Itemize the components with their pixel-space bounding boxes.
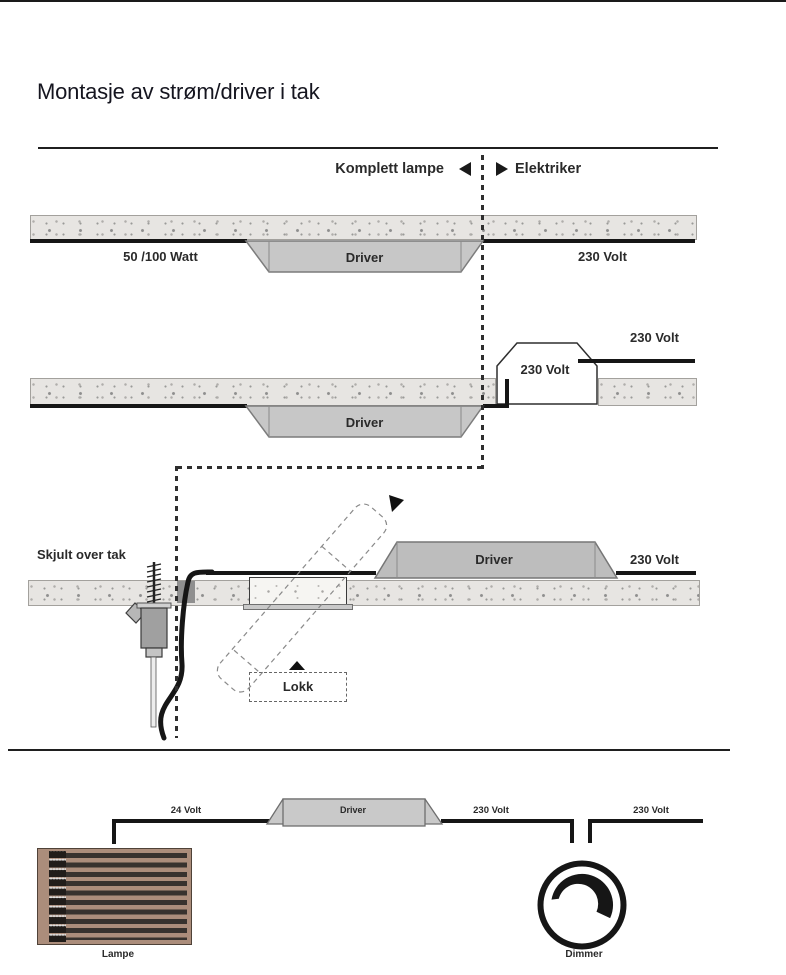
section-divider-rule <box>8 749 730 751</box>
wire-24v <box>112 819 270 823</box>
volt-line-label: 230 Volt <box>630 330 679 345</box>
suspension-screw-icon <box>120 556 190 732</box>
cable-230v <box>483 239 695 243</box>
driver-label: Driver <box>475 552 513 567</box>
driver-label: Driver <box>345 250 384 265</box>
cable-24v <box>30 404 247 408</box>
ceiling-slab <box>30 215 697 240</box>
cable-230v <box>616 571 696 575</box>
wire-24v-drop <box>112 819 116 844</box>
volt-label: 230 Volt <box>578 249 627 264</box>
ceiling-slab <box>598 378 697 406</box>
led-lamp-panel <box>37 848 192 945</box>
dimmer-label: Dimmer <box>565 949 603 960</box>
cable-24v <box>30 239 247 243</box>
wire-230v-drop <box>570 820 574 843</box>
wire-dimmer-drop <box>588 820 592 843</box>
guide-dashed-line <box>177 466 484 469</box>
volt-label: 230 Volt <box>630 552 679 567</box>
arrow-right-icon <box>496 162 508 176</box>
lid-label: Lokk <box>282 679 314 694</box>
driver-label: Driver <box>339 805 366 815</box>
legend-complete-lamp: Komplett lampe <box>335 161 444 177</box>
junction-box-label: 230 Volt <box>520 362 570 377</box>
driver-label: Driver <box>345 415 384 430</box>
watt-label: 50 /100 Watt <box>123 249 198 264</box>
wire-230v <box>441 819 574 823</box>
cable-230v <box>578 359 695 363</box>
wire-dimmer <box>588 819 703 823</box>
dimmer-knob-icon <box>533 856 633 956</box>
volt24-label: 24 Volt <box>170 805 202 816</box>
led-strips <box>49 853 187 940</box>
ceiling-slab <box>30 378 496 406</box>
volt230-right-label: 230 Volt <box>633 805 669 816</box>
top-rule <box>38 147 718 149</box>
top-border-bar <box>0 0 786 2</box>
divider-dashed-line <box>481 155 484 469</box>
volt230-left-label: 230 Volt <box>473 805 509 816</box>
guide-dashed-line <box>175 466 178 738</box>
arrow-left-icon <box>459 162 471 176</box>
lamp-tube-ghost <box>190 480 420 710</box>
legend-electrician: Elektriker <box>515 161 582 177</box>
lamp-label: Lampe <box>101 949 135 960</box>
cable-elbow-up <box>505 379 509 408</box>
hidden-caption: Skjult over tak <box>37 547 126 562</box>
led-strip-connectors <box>49 851 66 942</box>
page-title: Montasje av strøm/driver i tak <box>37 79 320 104</box>
